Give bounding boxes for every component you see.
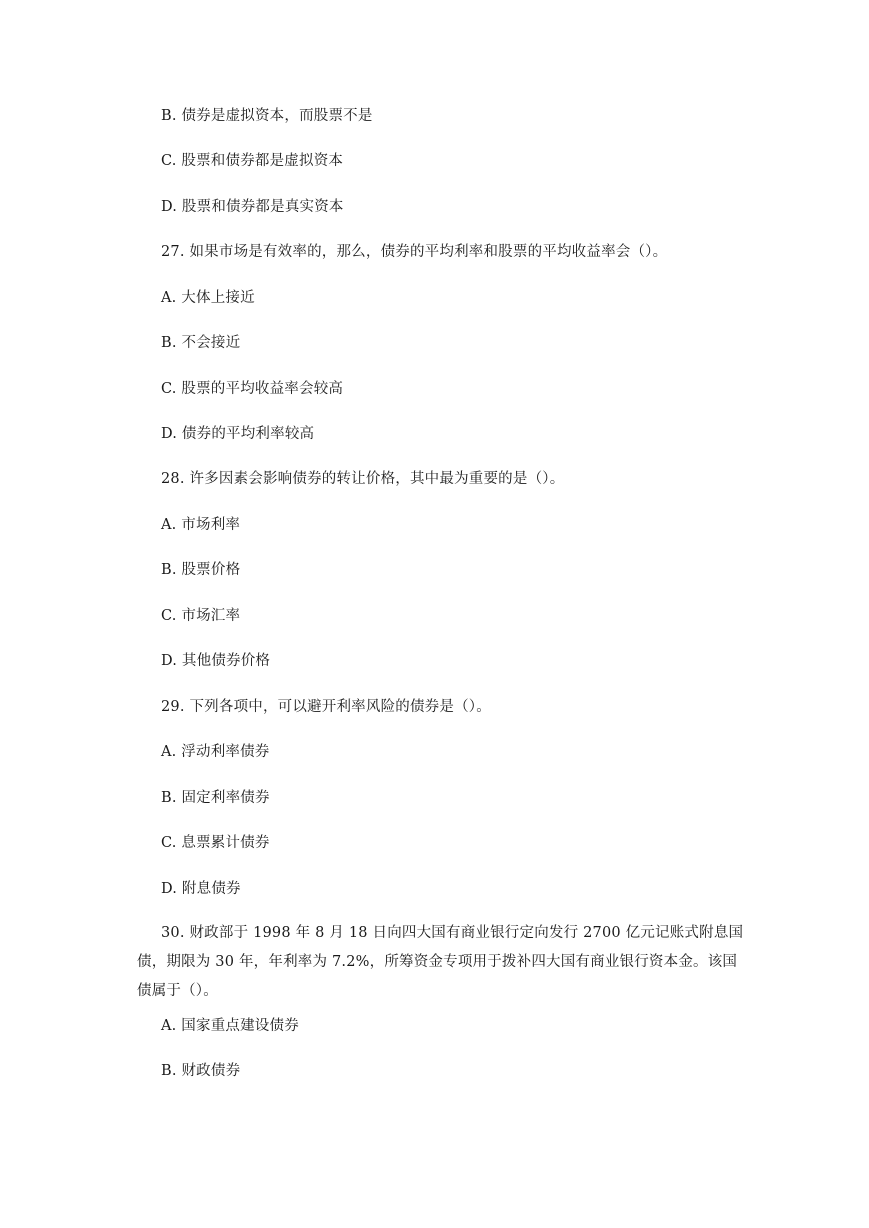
option-b-q27: B. 不会接近 [161,335,241,351]
option-c-q27: C. 股票的平均收益率会较高 [161,381,344,397]
question-30: 30. 财政部于 1998 年 8 月 18 日向四大国有商业银行定向发行 2700 亿元记账式附息国债，期限为 30 年，年利率为 7.2%，所筹资金专项用于拨补四大国有商业银行资本金。该国债属于（）。 [137,925,744,999]
option-d-q26: D. 股票和债券都是真实资本 [161,199,344,215]
option-b-q26: B. 债券是虚拟资本，而股票不是 [161,108,373,124]
option-c-q29: C. 息票累计债券 [161,835,270,851]
option-a-q29: A. 浮动利率债券 [161,744,270,760]
option-a-q30: A. 国家重点建设债券 [161,1018,299,1034]
option-d-q27: D. 债券的平均利率较高 [161,426,315,442]
option-b-q29: B. 固定利率债券 [161,790,270,806]
option-c-q28: C. 市场汇率 [161,608,241,624]
question-28: 28. 许多因素会影响债券的转让价格，其中最为重要的是（）。 [161,471,565,487]
option-d-q29: D. 附息债券 [161,881,241,897]
option-b-q30: B. 财政债券 [161,1063,241,1079]
question-29: 29. 下列各项中，可以避开利率风险的债券是（）。 [161,699,491,715]
option-d-q28: D. 其他债券价格 [161,653,271,669]
option-a-q27: A. 大体上接近 [161,290,255,306]
option-a-q28: A. 市场利率 [161,517,241,533]
option-b-q28: B. 股票价格 [161,562,241,578]
question-27: 27. 如果市场是有效率的，那么，债券的平均利率和股票的平均收益率会（）。 [161,244,668,260]
option-c-q26: C. 股票和债券都是虚拟资本 [161,153,344,169]
